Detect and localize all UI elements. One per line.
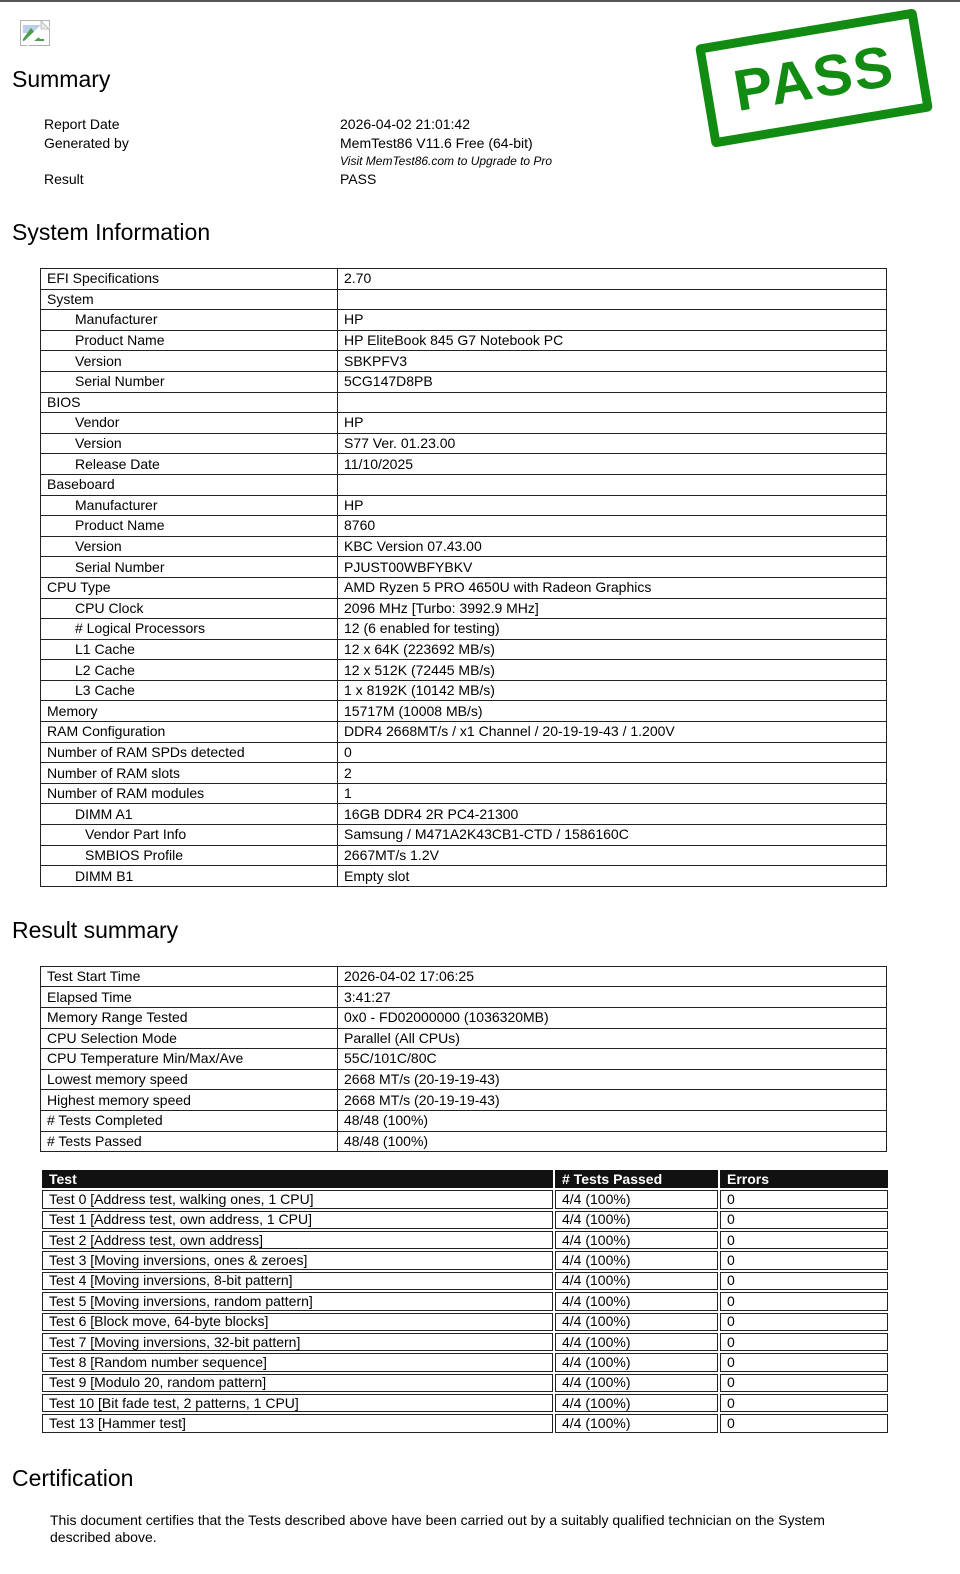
- test-row: [42, 1272, 888, 1290]
- test-passed: 4/4 (100%): [555, 1211, 718, 1229]
- certification-text: This document certifies that the Tests described above have been carried out by a suitably qualified technician on the System described above.: [50, 1511, 825, 1545]
- test-errors: 0: [720, 1292, 888, 1310]
- row-value: [338, 474, 887, 495]
- row-value: AMD Ryzen 5 PRO 4650U with Radeon Graphics: [338, 577, 887, 598]
- table-row: [41, 351, 887, 372]
- row-label: Vendor: [41, 413, 338, 434]
- row-label: System: [41, 289, 338, 310]
- row-value: S77 Ver. 01.23.00: [338, 433, 887, 454]
- row-value: 11/10/2025: [338, 454, 887, 475]
- table-row: [41, 330, 887, 351]
- test-passed: 4/4 (100%): [555, 1394, 718, 1412]
- test-errors: 0: [720, 1190, 888, 1208]
- table-row: [41, 1090, 887, 1111]
- test-name: Test 2 [Address test, own address]: [42, 1231, 553, 1249]
- row-label: Memory: [41, 701, 338, 722]
- test-row: [42, 1190, 888, 1208]
- row-value: 16GB DDR4 2R PC4-21300: [338, 804, 887, 825]
- row-label: Product Name: [41, 330, 338, 351]
- test-passed: 4/4 (100%): [555, 1292, 718, 1310]
- row-value: 1: [338, 783, 887, 804]
- table-row: [41, 866, 887, 887]
- row-label: Product Name: [41, 516, 338, 537]
- summary-row-value: PASS: [340, 171, 377, 187]
- test-row: [42, 1251, 888, 1269]
- test-name: Test 1 [Address test, own address, 1 CPU]: [42, 1211, 553, 1229]
- row-value: 2.70: [338, 269, 887, 290]
- table-row: [41, 639, 887, 660]
- table-row: [41, 1008, 887, 1029]
- table-row: [41, 1131, 887, 1152]
- row-value: 1 x 8192K (10142 MB/s): [338, 680, 887, 701]
- row-value: 2026-04-02 17:06:25: [338, 966, 887, 987]
- system-information-heading: System Information: [12, 219, 211, 245]
- row-label: Number of RAM slots: [41, 763, 338, 784]
- test-results-table: [40, 1168, 890, 1435]
- row-label: L2 Cache: [41, 660, 338, 681]
- row-value: SBKPFV3: [338, 351, 887, 372]
- row-label: Version: [41, 433, 338, 454]
- row-label: L3 Cache: [41, 680, 338, 701]
- table-row: [41, 310, 887, 331]
- row-label: Elapsed Time: [41, 987, 338, 1008]
- test-passed: 4/4 (100%): [555, 1190, 718, 1208]
- row-value: [338, 392, 887, 413]
- table-row: [41, 845, 887, 866]
- summary-row-value: 2026-04-02 21:01:42: [340, 116, 470, 132]
- test-errors: 0: [720, 1414, 888, 1432]
- row-label: Manufacturer: [41, 495, 338, 516]
- test-results-header-row: [42, 1170, 888, 1188]
- table-row: [41, 742, 887, 763]
- test-name: Test 4 [Moving inversions, 8-bit pattern]: [42, 1272, 553, 1290]
- table-row: [41, 516, 887, 537]
- table-row: [41, 577, 887, 598]
- test-name: Test 6 [Block move, 64-byte blocks]: [42, 1313, 553, 1331]
- table-row: [41, 701, 887, 722]
- test-column-header: Test: [42, 1170, 553, 1188]
- row-value: 12 x 512K (72445 MB/s): [338, 660, 887, 681]
- row-label: Manufacturer: [41, 310, 338, 331]
- test-errors: 0: [720, 1353, 888, 1371]
- row-label: Memory Range Tested: [41, 1008, 338, 1029]
- row-value: 48/48 (100%): [338, 1131, 887, 1152]
- row-value: 12 (6 enabled for testing): [338, 619, 887, 640]
- test-row: [42, 1231, 888, 1249]
- test-row: [42, 1211, 888, 1229]
- test-errors: 0: [720, 1313, 888, 1331]
- table-row: [41, 536, 887, 557]
- test-name: Test 3 [Moving inversions, ones & zeroes]: [42, 1251, 553, 1269]
- table-row: [41, 289, 887, 310]
- row-label: CPU Selection Mode: [41, 1028, 338, 1049]
- window-top-edge: [0, 0, 960, 2]
- test-passed: 4/4 (100%): [555, 1333, 718, 1351]
- row-value: HP: [338, 310, 887, 331]
- row-value: Empty slot: [338, 866, 887, 887]
- test-passed: 4/4 (100%): [555, 1251, 718, 1269]
- row-value: 0: [338, 742, 887, 763]
- test-name: Test 13 [Hammer test]: [42, 1414, 553, 1432]
- table-row: [41, 598, 887, 619]
- table-row: [41, 660, 887, 681]
- row-value: 2096 MHz [Turbo: 3992.9 MHz]: [338, 598, 887, 619]
- row-label: Serial Number: [41, 371, 338, 392]
- row-value: DDR4 2668MT/s / x1 Channel / 20-19-19-43 / 1.200V: [338, 722, 887, 743]
- test-row: [42, 1353, 888, 1371]
- row-value: 3:41:27: [338, 987, 887, 1008]
- row-value: HP: [338, 413, 887, 434]
- row-label: # Logical Processors: [41, 619, 338, 640]
- test-name: Test 7 [Moving inversions, 32-bit pattern]: [42, 1333, 553, 1351]
- test-passed: 4/4 (100%): [555, 1414, 718, 1432]
- row-value: PJUST00WBFYBKV: [338, 557, 887, 578]
- table-row: [41, 763, 887, 784]
- test-passed: 4/4 (100%): [555, 1374, 718, 1392]
- row-label: Version: [41, 536, 338, 557]
- table-row: [41, 722, 887, 743]
- row-label: Number of RAM modules: [41, 783, 338, 804]
- row-label: BIOS: [41, 392, 338, 413]
- page-title: Summary: [12, 66, 111, 92]
- test-passed: 4/4 (100%): [555, 1353, 718, 1371]
- summary-row: [44, 170, 960, 189]
- row-value: Parallel (All CPUs): [338, 1028, 887, 1049]
- test-errors: 0: [720, 1251, 888, 1269]
- row-label: CPU Temperature Min/Max/Ave: [41, 1049, 338, 1070]
- table-row: [41, 1069, 887, 1090]
- row-label: # Tests Passed: [41, 1131, 338, 1152]
- row-label: Number of RAM SPDs detected: [41, 742, 338, 763]
- row-value: 2667MT/s 1.2V: [338, 845, 887, 866]
- row-label: CPU Type: [41, 577, 338, 598]
- row-label: L1 Cache: [41, 639, 338, 660]
- row-value: 2: [338, 763, 887, 784]
- test-row: [42, 1333, 888, 1351]
- system-information-table: [40, 268, 887, 887]
- test-name: Test 0 [Address test, walking ones, 1 CPU]: [42, 1190, 553, 1208]
- row-value: 2668 MT/s (20-19-19-43): [338, 1090, 887, 1111]
- summary-row-label: Result: [44, 171, 84, 187]
- table-row: [41, 619, 887, 640]
- table-row: [41, 495, 887, 516]
- row-label: Serial Number: [41, 557, 338, 578]
- row-value: 0x0 - FD02000000 (1036320MB): [338, 1008, 887, 1029]
- table-row: [41, 966, 887, 987]
- result-summary-table: [40, 966, 887, 1152]
- row-value: KBC Version 07.43.00: [338, 536, 887, 557]
- test-passed: 4/4 (100%): [555, 1231, 718, 1249]
- table-row: [41, 433, 887, 454]
- table-row: [41, 269, 887, 290]
- row-value: HP: [338, 495, 887, 516]
- row-value: [338, 289, 887, 310]
- table-row: [41, 783, 887, 804]
- test-errors: 0: [720, 1211, 888, 1229]
- row-value: HP EliteBook 845 G7 Notebook PC: [338, 330, 887, 351]
- row-value: 48/48 (100%): [338, 1110, 887, 1131]
- test-name: Test 5 [Moving inversions, random pattern]: [42, 1292, 553, 1310]
- broken-image-icon: [20, 20, 50, 46]
- row-value: 8760: [338, 516, 887, 537]
- test-errors: 0: [720, 1394, 888, 1412]
- table-row: [41, 413, 887, 434]
- summary-row-note: Visit MemTest86.com to Upgrade to Pro: [340, 154, 553, 168]
- row-label: # Tests Completed: [41, 1110, 338, 1131]
- row-value: 5CG147D8PB: [338, 371, 887, 392]
- test-name: Test 8 [Random number sequence]: [42, 1353, 553, 1371]
- summary-row-label: Generated by: [44, 135, 129, 151]
- table-row: [41, 474, 887, 495]
- table-row: [41, 1110, 887, 1131]
- row-value: 12 x 64K (223692 MB/s): [338, 639, 887, 660]
- test-row: [42, 1414, 888, 1432]
- test-passed: 4/4 (100%): [555, 1313, 718, 1331]
- test-row: [42, 1394, 888, 1412]
- pass-stamp-label: PASS: [728, 32, 900, 124]
- tests-passed-column-header: # Tests Passed: [555, 1170, 718, 1188]
- row-label: EFI Specifications: [41, 269, 338, 290]
- certification-heading: Certification: [12, 1464, 134, 1491]
- summary-row-value: MemTest86 V11.6 Free (64-bit): [340, 135, 533, 151]
- test-passed: 4/4 (100%): [555, 1272, 718, 1290]
- summary-row-label: Report Date: [44, 116, 120, 132]
- table-row: [41, 680, 887, 701]
- table-row: [41, 1049, 887, 1070]
- row-label: DIMM A1: [41, 804, 338, 825]
- test-row: [42, 1292, 888, 1310]
- row-label: RAM Configuration: [41, 722, 338, 743]
- table-row: [41, 557, 887, 578]
- row-label: CPU Clock: [41, 598, 338, 619]
- test-errors: 0: [720, 1231, 888, 1249]
- row-value: 15717M (10008 MB/s): [338, 701, 887, 722]
- test-name: Test 10 [Bit fade test, 2 patterns, 1 CPU]: [42, 1394, 553, 1412]
- errors-column-header: Errors: [720, 1170, 888, 1188]
- table-row: [41, 371, 887, 392]
- row-label: Version: [41, 351, 338, 372]
- summary-row: [44, 134, 960, 170]
- test-row: [42, 1374, 888, 1392]
- result-summary-heading: Result summary: [12, 916, 179, 943]
- test-errors: 0: [720, 1374, 888, 1392]
- row-label: Lowest memory speed: [41, 1069, 338, 1090]
- test-errors: 0: [720, 1272, 888, 1290]
- row-value: 2668 MT/s (20-19-19-43): [338, 1069, 887, 1090]
- table-row: [41, 804, 887, 825]
- row-label: Release Date: [41, 454, 338, 475]
- test-name: Test 9 [Modulo 20, random pattern]: [42, 1374, 553, 1392]
- row-value: Samsung / M471A2K43CB1-CTD / 1586160C: [338, 825, 887, 846]
- row-label: SMBIOS Profile: [41, 845, 338, 866]
- table-row: [41, 825, 887, 846]
- table-row: [41, 392, 887, 413]
- row-label: Test Start Time: [41, 966, 338, 987]
- row-label: DIMM B1: [41, 866, 338, 887]
- row-label: Baseboard: [41, 474, 338, 495]
- table-row: [41, 1028, 887, 1049]
- row-value: 55C/101C/80C: [338, 1049, 887, 1070]
- table-row: [41, 987, 887, 1008]
- test-row: [42, 1313, 888, 1331]
- table-row: [41, 454, 887, 475]
- test-errors: 0: [720, 1333, 888, 1351]
- row-label: Vendor Part Info: [41, 825, 338, 846]
- row-label: Highest memory speed: [41, 1090, 338, 1111]
